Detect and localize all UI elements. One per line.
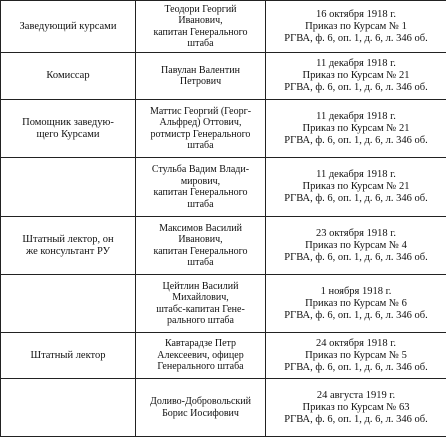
source-cell	[266, 275, 446, 333]
table-row	[1, 1, 446, 53]
table-row	[1, 379, 446, 437]
source-cell	[266, 379, 446, 437]
source-cell-line: 24 октября 1918 г.	[268, 338, 444, 350]
name-cell	[136, 217, 266, 275]
position-cell	[1, 158, 136, 217]
name-cell-line: штаба	[138, 38, 263, 50]
source-cell-line: 16 октября 1918 г.	[268, 9, 444, 21]
name-cell-line: Павулан Валентин	[138, 65, 263, 77]
name-cell-line: Кавтарадзе Петр	[138, 338, 263, 350]
name-cell-line: Генерального штаба	[138, 361, 263, 373]
name-cell-line: штаба	[138, 257, 263, 269]
table-row	[1, 53, 446, 100]
source-cell-line: Приказ по Курсам № 63	[268, 402, 444, 414]
source-cell-line: Приказ по Курсам № 5	[268, 350, 444, 362]
table-row	[1, 333, 446, 379]
source-cell	[266, 53, 446, 100]
source-cell	[266, 1, 446, 53]
name-cell-line: Петрович	[138, 76, 263, 88]
position-cell-line: Комиссар	[3, 70, 133, 82]
source-cell-line: 11 декабря 1918 г.	[268, 58, 444, 70]
name-cell	[136, 379, 266, 437]
name-cell-line: капитан Генерального	[138, 187, 263, 199]
table-row	[1, 275, 446, 333]
table-row	[1, 158, 446, 217]
source-cell-line: 23 октября 1918 г.	[268, 228, 444, 240]
position-cell-line: Заведующий курсами	[3, 21, 133, 33]
source-cell-line: РГВА, ф. 6, оп. 1, д. 6, л. 346 об.	[268, 414, 444, 426]
name-cell	[136, 333, 266, 379]
source-cell-line: Приказ по Курсам № 4	[268, 240, 444, 252]
source-cell-line: Приказ по Курсам № 21	[268, 123, 444, 135]
position-cell-line: щего Курсами	[3, 129, 133, 141]
source-cell-line: Приказ по Курсам № 21	[268, 70, 444, 82]
position-cell	[1, 333, 136, 379]
name-cell-line: Маттис Георгий (Георг-	[138, 106, 263, 118]
source-cell-line: Приказ по Курсам № 6	[268, 298, 444, 310]
source-cell-line: 24 августа 1919 г.	[268, 390, 444, 402]
source-cell-line: РГВА, ф. 6, оп. 1, д. 6, л. 346 об.	[268, 82, 444, 94]
name-cell-line: ротмистр Генерального	[138, 129, 263, 141]
source-cell-line: РГВА, ф. 6, оп. 1, д. 6, л. 346 об.	[268, 310, 444, 322]
name-cell-line: Альфред) Оттович,	[138, 117, 263, 129]
table-row	[1, 100, 446, 158]
name-cell	[136, 53, 266, 100]
position-cell	[1, 275, 136, 333]
position-cell	[1, 53, 136, 100]
name-cell-line: Борис Иосифович	[138, 408, 263, 420]
name-cell-line: Иванович,	[138, 15, 263, 27]
name-cell-line: штаба	[138, 140, 263, 152]
position-cell	[1, 379, 136, 437]
source-cell-line: 1 ноября 1918 г.	[268, 286, 444, 298]
name-cell-line: штабс-капитан Гене-	[138, 304, 263, 316]
name-cell	[136, 158, 266, 217]
source-cell-line: РГВА, ф. 6, оп. 1, д. 6, л. 346 об.	[268, 252, 444, 264]
name-cell-line: рального штаба	[138, 315, 263, 327]
name-cell	[136, 275, 266, 333]
name-cell-line: Стульба Вадим Влади-	[138, 164, 263, 176]
position-cell	[1, 100, 136, 158]
position-cell-line: Помощник заведую-	[3, 117, 133, 129]
name-cell-line: мирович,	[138, 176, 263, 188]
source-cell-line: РГВА, ф. 6, оп. 1, д. 6, л. 346 об.	[268, 135, 444, 147]
name-cell-line: Цейтлин Василий	[138, 281, 263, 293]
source-cell-line: Приказ по Курсам № 1	[268, 21, 444, 33]
name-cell-line: Иванович,	[138, 234, 263, 246]
source-cell-line: 11 декабря 1918 г.	[268, 169, 444, 181]
position-cell	[1, 1, 136, 53]
position-cell	[1, 217, 136, 275]
name-cell-line: Доливо-Добровольский	[138, 396, 263, 408]
name-cell-line: Алексеевич, офицер	[138, 350, 263, 362]
position-cell-line: же консультант РУ	[3, 246, 133, 258]
source-cell-line: РГВА, ф. 6, оп. 1, д. 6, л. 346 об.	[268, 193, 444, 205]
staff-table-body	[1, 1, 446, 437]
name-cell-line: Михайлович,	[138, 292, 263, 304]
source-cell	[266, 158, 446, 217]
source-cell	[266, 217, 446, 275]
name-cell-line: капитан Генерального	[138, 246, 263, 258]
name-cell-line: Теодори Георгий	[138, 4, 263, 16]
position-cell-line: Штатный лектор	[3, 350, 133, 362]
source-cell-line: Приказ по Курсам № 21	[268, 181, 444, 193]
source-cell	[266, 100, 446, 158]
table-row	[1, 217, 446, 275]
source-cell	[266, 333, 446, 379]
source-cell-line: 11 декабря 1918 г.	[268, 111, 444, 123]
name-cell-line: штаба	[138, 199, 263, 211]
name-cell	[136, 100, 266, 158]
name-cell-line: капитан Генерального	[138, 27, 263, 39]
source-cell-line: РГВА, ф. 6, оп. 1, д. 6, л. 346 об.	[268, 362, 444, 374]
position-cell-line: Штатный лектор, он	[3, 234, 133, 246]
source-cell-line: РГВА, ф. 6, оп. 1, д. 6, л. 346 об.	[268, 33, 444, 45]
name-cell	[136, 1, 266, 53]
name-cell-line: Максимов Василий	[138, 223, 263, 235]
